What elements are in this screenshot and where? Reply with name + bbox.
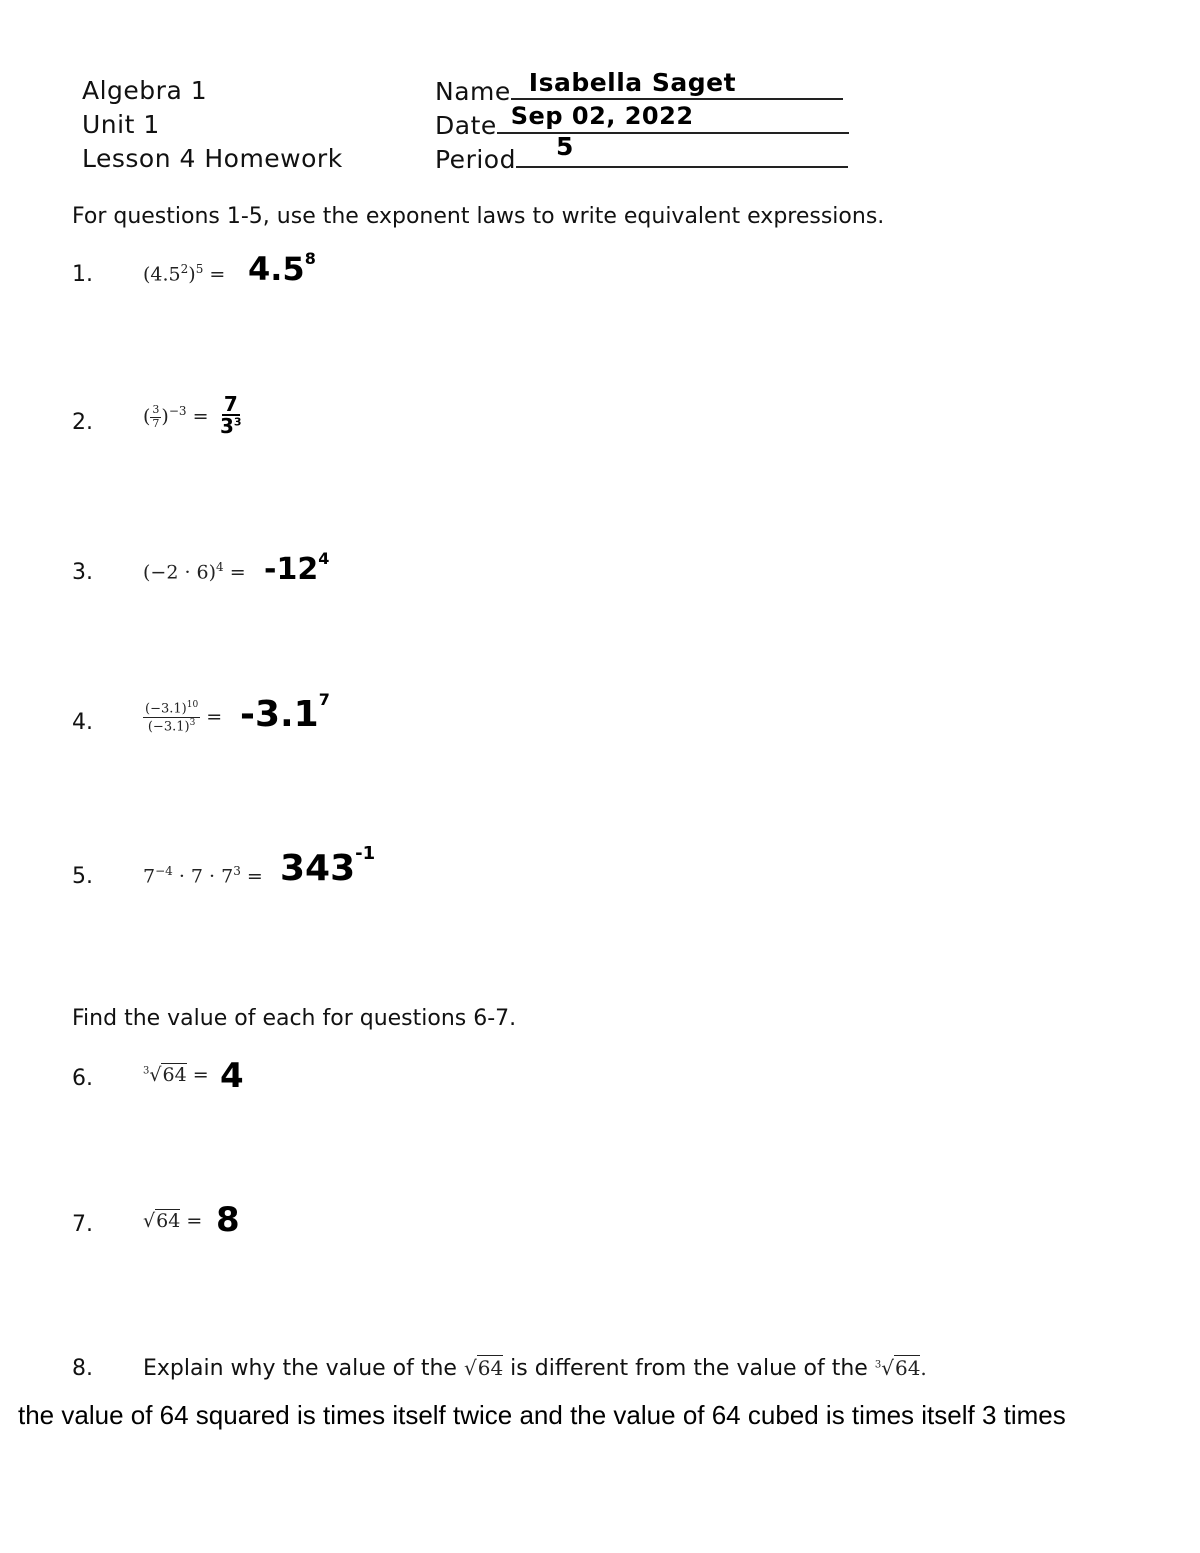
q8-prefix: Explain why the value of the (143, 1356, 457, 1381)
question-1-expression: $(4.5^2)^5$ = (143, 262, 226, 286)
question-3-answer (264, 549, 330, 587)
answer-exponent: 8 (304, 249, 316, 269)
date-row (435, 102, 849, 140)
answer-denominator-exponent: 3 (233, 415, 242, 429)
date-handwriting: Sep 02, 2022 (510, 102, 694, 130)
name-handwriting: Isabella Saget (528, 68, 737, 97)
section1-instruction: For questions 1-5, use the exponent laws to write equivalent expressions. (72, 204, 885, 229)
question-3-expression: $(-2 \cdot 6)^4$ = (143, 560, 246, 584)
name-field[interactable] (511, 68, 843, 100)
question-number: 5. (72, 864, 93, 889)
question-number: 4. (72, 710, 93, 735)
question-6-expression: $^3$√64 = (143, 1064, 209, 1086)
question-number: 1. (72, 262, 93, 287)
period-row (435, 132, 848, 174)
question-5-answer (280, 843, 376, 889)
question-8-answer: the value of 64 squared is times itself twice and the value of 64 cubed is times itself 3 times (18, 1400, 1066, 1430)
lesson-label: Lesson 4 Homework (82, 144, 343, 173)
question-6-answer: 4 (220, 1056, 244, 1096)
date-label: Date (435, 111, 497, 140)
answer-numerator: 7 (223, 392, 238, 416)
section2-instruction: Find the value of each for questions 6-7. (72, 1006, 517, 1031)
question-4-answer (240, 690, 330, 735)
question-number: 3. (72, 560, 93, 585)
answer-base: 343 (280, 848, 356, 889)
answer-base: 4.5 (248, 250, 305, 288)
question-4-expression: $\frac{(-3.1)^{10}}{(-3.1)^3}$ = (145, 700, 223, 735)
question-number: 7. (72, 1212, 93, 1237)
period-label: Period (435, 145, 516, 174)
date-field[interactable] (497, 102, 849, 134)
course-title: Algebra 1 (82, 76, 208, 105)
answer-exponent: 4 (318, 549, 330, 568)
question-2-answer (220, 394, 242, 436)
answer-denominator: 3 (220, 414, 234, 438)
question-7-expression: √64 = (143, 1210, 203, 1232)
question-8-prompt: Explain why the value of the √64 is different from the value of the $^3$√64. (143, 1356, 927, 1381)
name-label: Name (435, 77, 511, 106)
answer-exponent: 7 (318, 690, 330, 709)
question-number: 8. (72, 1356, 93, 1381)
question-2-expression: ( $\frac{3}{7}$ )$^{-3}$ = (143, 403, 209, 430)
answer-base: -3.1 (240, 694, 319, 735)
answer-base: -12 (264, 552, 319, 587)
question-7-answer: 8 (216, 1200, 240, 1240)
question-1-answer (248, 250, 316, 288)
period-handwriting: 5 (555, 132, 574, 161)
period-field[interactable] (516, 132, 848, 168)
q8-middle: is different from the value of the (510, 1356, 868, 1381)
question-number: 2. (72, 410, 93, 435)
answer-exponent: -1 (355, 843, 376, 864)
unit-label: Unit 1 (82, 110, 160, 139)
question-number: 6. (72, 1066, 93, 1091)
question-5-expression: $7^{-4} \cdot 7 \cdot 7^3$ = (143, 864, 263, 888)
